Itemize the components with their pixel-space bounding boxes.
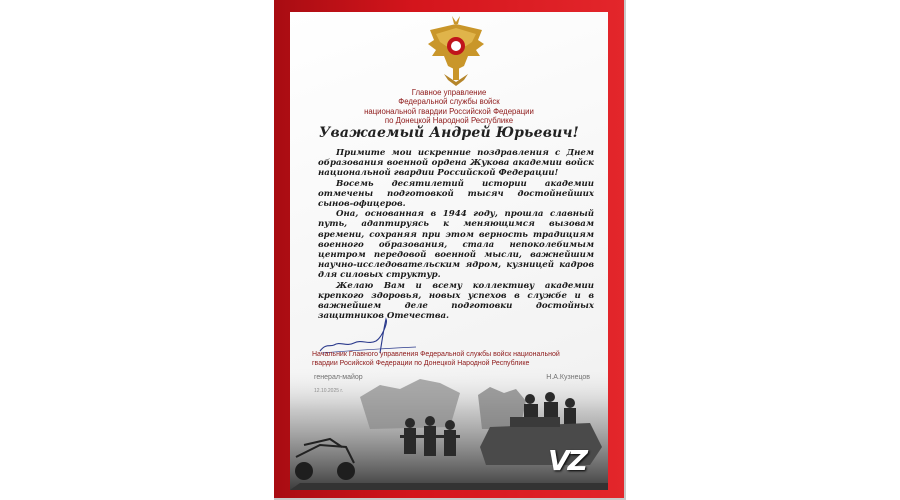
- body-paragraph: Восемь десятилетий истории академии отмечены подготовкой тысяч достойнейших сынов-офицеров.: [318, 178, 594, 210]
- body-paragraph: Желаю Вам и всему коллективу академии крепкого здоровья, новых успехов в службе и в важнейшем деле подготовки достойных защитников Отечества.: [318, 280, 594, 322]
- letter-frame: [274, 0, 626, 500]
- organization-header: [290, 88, 608, 125]
- eagle-emblem-icon: [424, 16, 488, 86]
- body-paragraph: Она, основанная в 1944 году, прошла славный путь, адаптируясь к меняющимся вызовам времени, сохраняя при этом верность традициям военного образования, стала непоколебимым центром передовой военной мысли, важнейшим научно-исследовательским ядром, кузницей кадров для силовых структур.: [318, 209, 594, 281]
- org-line: Главное управление: [411, 88, 487, 97]
- vz-logo: VZ: [548, 444, 586, 477]
- body-paragraph: Примите мои искренние поздравления с Днем образования военной ордена Жукова академии войск национальной гвардии Российской Федерации!: [318, 148, 594, 179]
- letter-paper: [290, 12, 608, 490]
- position-line: гвардии Росийской Федерации по Донецкой Народной Республике: [312, 360, 530, 367]
- position-line: Начальник Главного управления Федеральной службы войск национальной: [312, 351, 560, 358]
- greeting-heading: Уважаемый Андрей Юрьевич!: [318, 125, 580, 141]
- signatory-position: [312, 350, 608, 368]
- letter-body: [318, 148, 594, 321]
- org-line: по Донецкой Народной Республике: [384, 115, 514, 125]
- org-line: Федеральной службы войск: [398, 97, 500, 107]
- org-line: национальной гвардии Российской Федерации: [364, 106, 534, 116]
